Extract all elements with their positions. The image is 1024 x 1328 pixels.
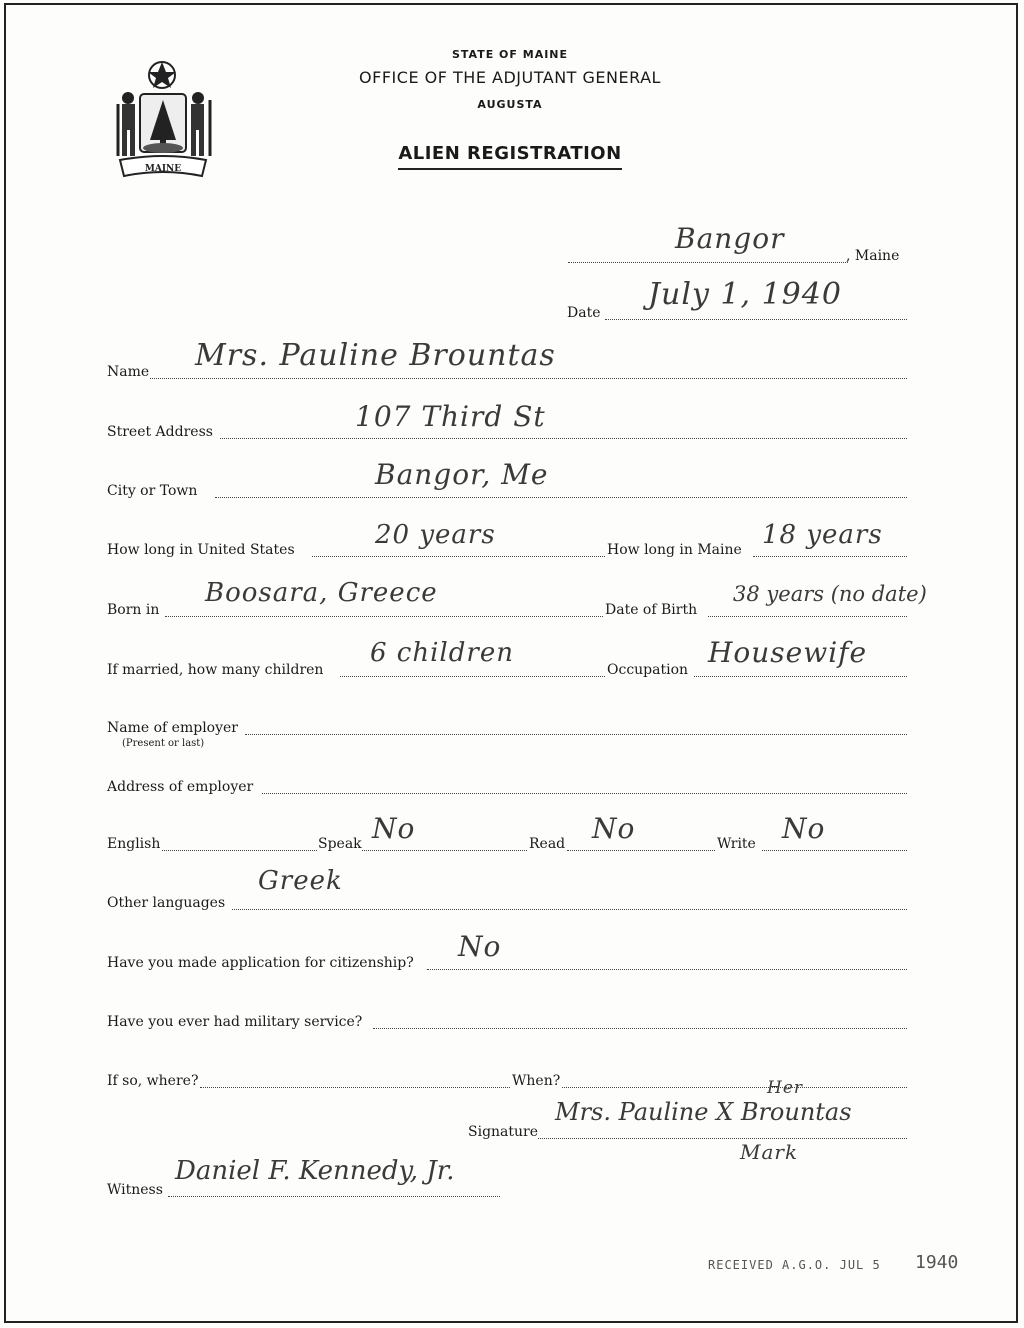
how-long-us-value: 20 years [375,520,496,550]
date-value: July 1, 1940 [648,277,842,312]
city-label: City or Town [107,483,198,499]
name-value: Mrs. Pauline Brountas [195,338,556,373]
employer-address-line [262,793,907,794]
other-languages-label: Other languages [107,895,226,911]
maine-label: , Maine [846,248,900,264]
form-title: ALIEN REGISTRATION [300,143,720,164]
how-long-us-label: How long in United States [107,542,295,558]
signature-label: Signature [468,1124,539,1140]
read-label: Read [529,836,566,852]
witness-line [168,1196,500,1197]
citizenship-value: No [458,930,502,963]
read-value: No [592,812,636,845]
military-line [373,1028,907,1029]
received-stamp-year: 1940 [915,1252,959,1273]
town-line [568,262,848,263]
dob-label: Date of Birth [605,602,698,618]
citizenship-label: Have you made application for citizenship? [107,955,414,971]
received-stamp: RECEIVED A.G.O. JUL 5 [708,1258,881,1272]
signature-her: Her [767,1078,804,1098]
city-heading: AUGUSTA [477,98,543,111]
occupation-value: Housewife [708,636,868,669]
dob-line [708,616,907,617]
write-line [762,850,907,851]
if-so-where-label: If so, where? [107,1073,199,1089]
other-languages-line [232,909,907,910]
if-so-where-line [200,1087,510,1088]
name-line [150,378,907,379]
born-in-value: Boosara, Greece [205,578,438,608]
signature-line [538,1138,907,1139]
children-value: 6 children [370,638,514,668]
city-line [215,497,907,498]
other-languages-value: Greek [258,866,343,896]
signature-mark: Mark [740,1140,799,1164]
svg-text:MAINE: MAINE [144,164,182,174]
born-in-label: Born in [107,602,160,618]
write-value: No [782,812,826,845]
read-line [567,850,715,851]
street-value: 107 Third St [355,400,546,433]
dob-value: 38 years (no date) [733,582,927,606]
how-long-maine-value: 18 years [762,520,883,550]
english-line [162,850,317,851]
signature-value: Mrs. Pauline X Brountas [555,1098,852,1126]
children-line [340,676,605,677]
occupation-label: Occupation [607,662,689,678]
write-label: Write [717,836,756,852]
state-heading: STATE OF MAINE [451,48,569,61]
occupation-line [694,676,907,677]
date-label: Date [567,305,601,321]
employer-line [245,734,907,735]
town-value: Bangor [675,222,785,255]
how-long-maine-label: How long in Maine [607,542,742,558]
office-heading: OFFICE OF THE ADJUTANT GENERAL [359,68,661,87]
military-label: Have you ever had military service? [107,1014,363,1030]
street-line [220,438,907,439]
speak-line [362,850,527,851]
english-label: English [107,836,161,852]
employer-label: Name of employer [107,720,238,736]
how-long-us-line [312,556,605,557]
employer-note: (Present or last) [122,738,205,749]
children-label: If married, how many children [107,662,324,678]
speak-label: Speak [318,836,362,852]
employer-address-label: Address of employer [107,779,254,795]
born-in-line [165,616,603,617]
citizenship-line [427,969,907,970]
state-seal-icon [110,60,222,185]
witness-label: Witness [107,1182,163,1198]
street-label: Street Address [107,424,213,440]
witness-value: Daniel F. Kennedy, Jr. [175,1156,455,1186]
how-long-maine-line [753,556,907,557]
date-line [605,319,907,320]
speak-value: No [372,812,416,845]
name-label: Name [107,364,150,380]
city-value: Bangor, Me [375,458,549,491]
when-label: When? [512,1073,561,1089]
when-line [562,1087,907,1088]
